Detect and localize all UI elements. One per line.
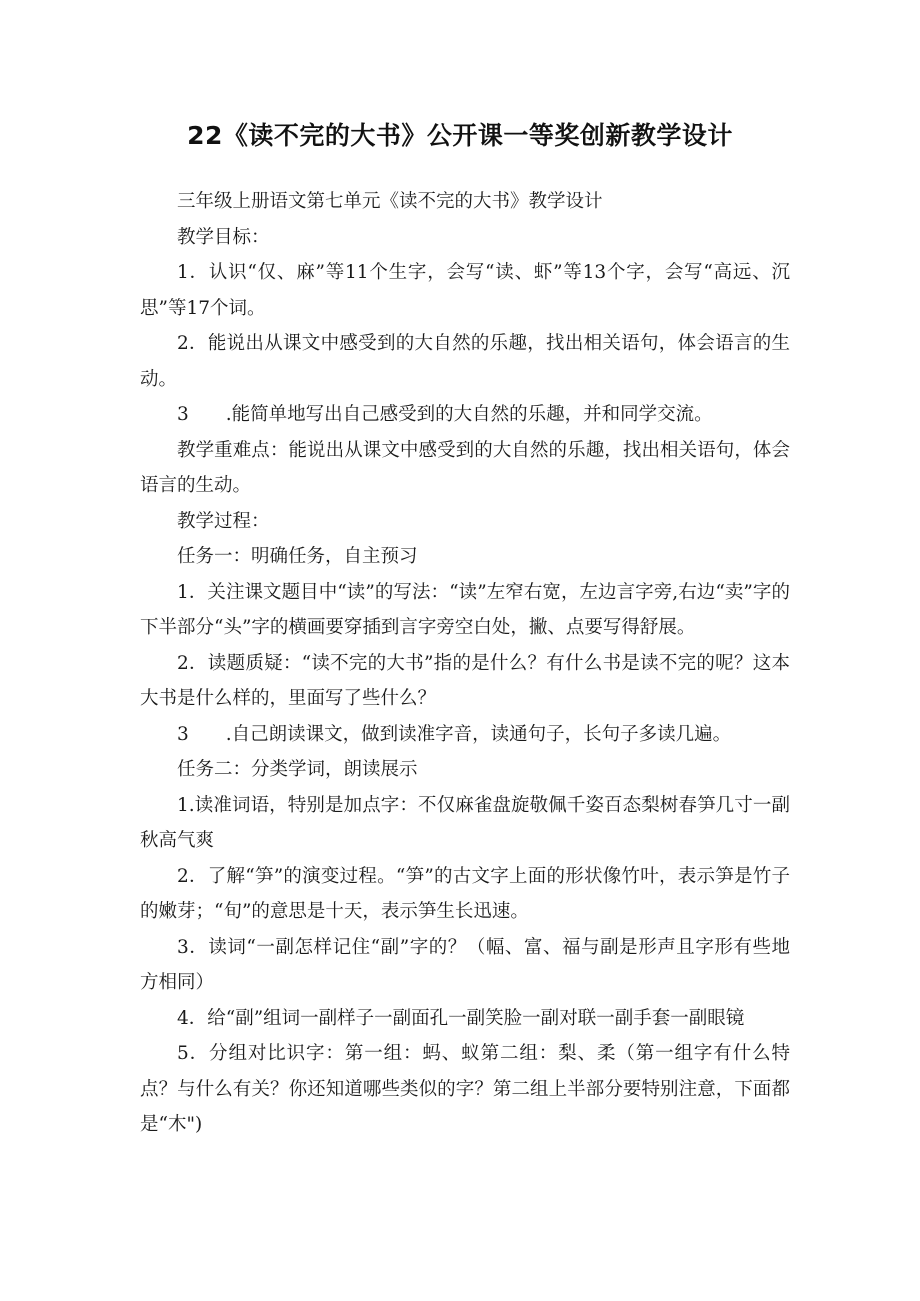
paragraph: 2．了解“笋”的演变过程。“笋”的古文字上面的形状像竹叶，表示笋是竹子的嫩芽；“旬”的意思是十天，表示笋生长迅速。 — [140, 865, 790, 922]
paragraph: 三年级上册语文第七单元《读不完的大书》教学设计 — [177, 191, 603, 212]
paragraph: 2．读题质疑：“读不完的大书”指的是什么？有什么书是读不完的呢？这本大书是什么样的，里面写了些什么？ — [140, 652, 790, 709]
paragraph: 3．读词“一副怎样记住“副”字的？（幅、富、福与副是形声且字形有些地方相同） — [140, 936, 790, 993]
paragraph: 任务一：明确任务，自主预习 — [177, 546, 418, 567]
paragraph: 教学过程： — [177, 510, 270, 532]
paragraph: 5．分组对比识字：第一组：蚂、蚁第二组：梨、柔（第一组字有什么特点？与什么有关？你还知道哪些类似的字？第二组上半部分要特别注意，下面都是“木") — [140, 1043, 790, 1135]
paragraph: 1．认识“仅、麻”等11个生字，会写“读、虾”等13个字，会写“高远、沉思”等17个词。 — [140, 262, 790, 319]
paragraph: 4．给“副”组词一副样子一副面孔一副笑脸一副对联一副手套一副眼镜 — [177, 1007, 745, 1029]
paragraph: 教学重难点：能说出从课文中感受到的大自然的乐趣，找出相关语句，体会语言的生动。 — [140, 439, 790, 496]
paragraph: 2．能说出从课文中感受到的大自然的乐趣，找出相关语句，体会语言的生动。 — [140, 333, 790, 390]
paragraph: 1.读准词语，特别是加点字：不仅麻雀盘旋敬佩千姿百态梨树春笋几寸一副秋高气爽 — [140, 794, 790, 851]
paragraph: 3 .能简单地写出自己感受到的大自然的乐趣，并和同学交流。 — [177, 404, 713, 425]
document-title: 22《读不完的大书》公开课一等奖创新教学设计 — [187, 121, 733, 150]
paragraph: 任务二：分类学词，朗读展示 — [177, 759, 418, 780]
document-body — [140, 184, 790, 1143]
paragraph: 1．关注课文题目中“读”的写法：“读”左窄右宽，左边言字旁,右边“卖”字的下半部分“头”字的横画要穿插到言字旁空白处，撇、点要写得舒展。 — [140, 581, 790, 638]
paragraph: 教学目标： — [177, 226, 270, 248]
paragraph: 3 .自己朗读课文，做到读准字音，读通句子，长句子多读几遍。 — [177, 723, 732, 745]
